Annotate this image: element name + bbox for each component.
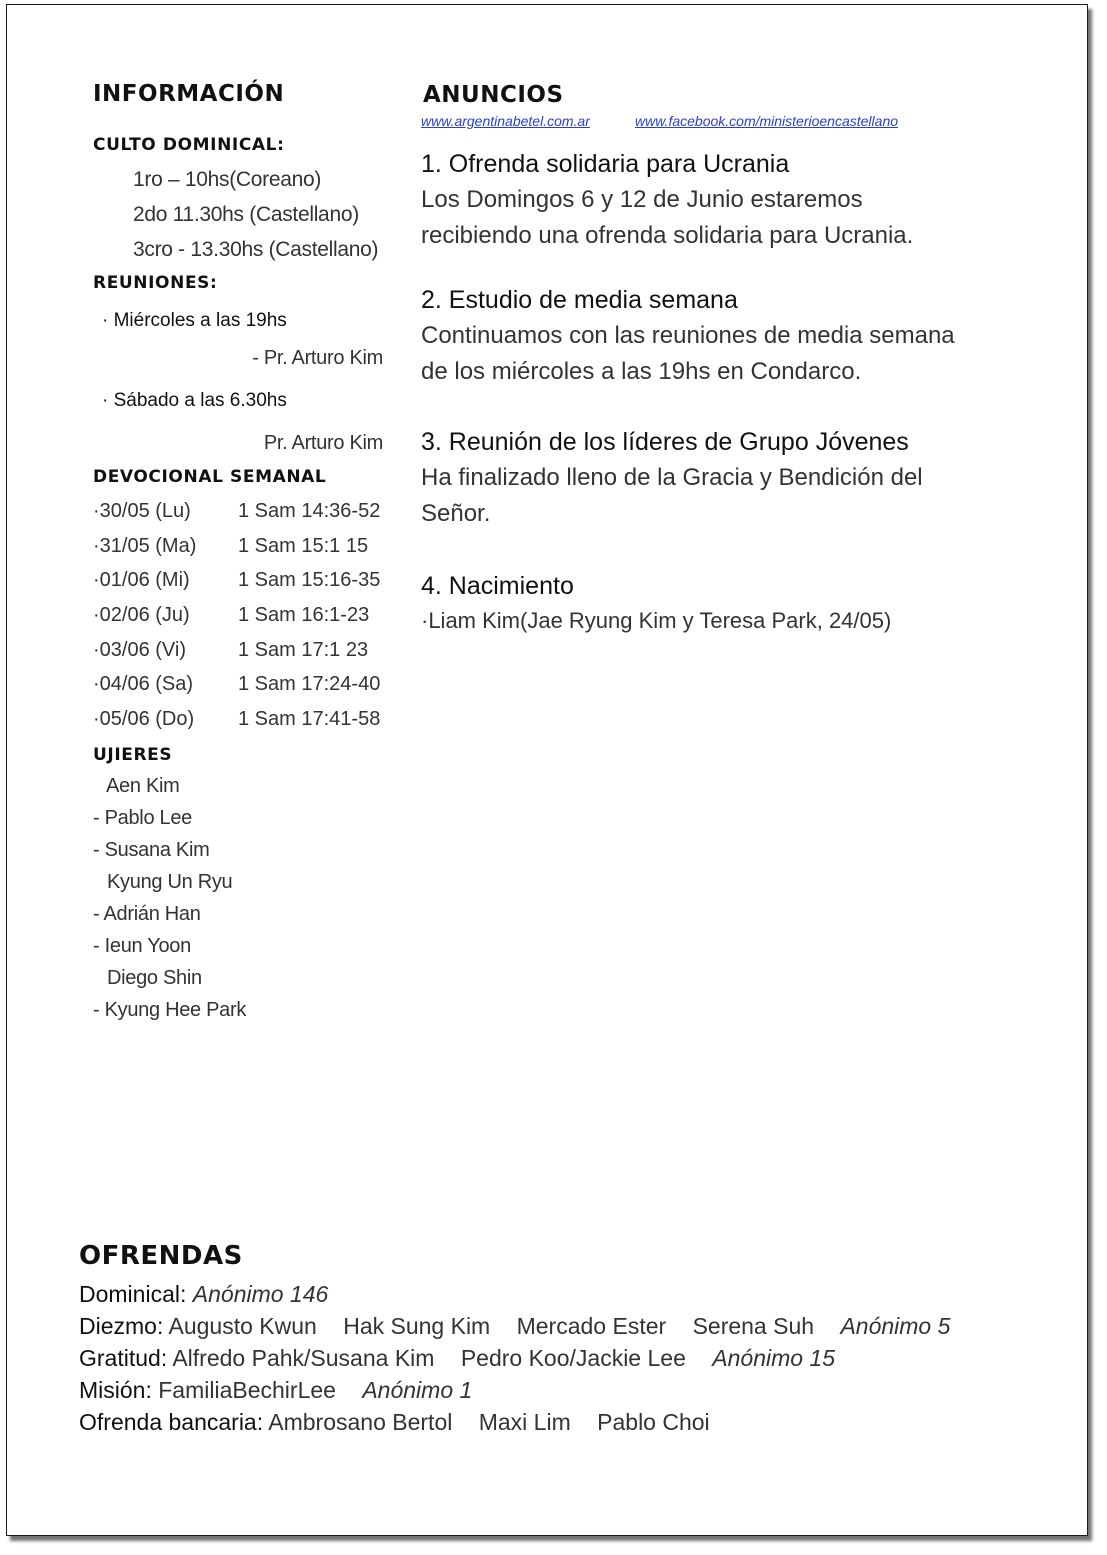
ujier-name: - Adrián Han	[93, 903, 201, 925]
devocional-ref: 1 Sam 16:1-23	[238, 604, 370, 627]
announcement-body	[421, 182, 913, 254]
devocional-list	[93, 500, 393, 743]
ofrenda-name: FamiliaBechirLee	[158, 1377, 336, 1403]
devocional-row	[93, 500, 393, 535]
devocional-date: ·30/05 (Lu)	[93, 500, 191, 522]
devocional-date: ·31/05 (Ma)	[93, 534, 197, 557]
ofrenda-name: Pablo Choi	[597, 1409, 710, 1435]
devocional-date: ·02/06 (Ju)	[93, 604, 190, 627]
ofrenda-name: Hak Sung Kim	[343, 1313, 491, 1339]
ofrenda-label: Diezmo:	[79, 1313, 164, 1339]
anuncios-title: ANUNCIOS	[423, 82, 564, 108]
announcement-title: 2. Estudio de media semana	[421, 286, 738, 314]
announcement-line: Continuamos con las reuniones de media semana	[421, 322, 955, 349]
reunion-item: · Sábado a las 6.30hs	[102, 390, 287, 411]
culto-line: 2do 11.30hs (Castellano)	[133, 203, 359, 226]
ujier-name: - Kyung Hee Park	[93, 999, 247, 1021]
ofrenda-mision	[79, 1377, 472, 1404]
announcement-line: ·Liam Kim(Jae Ryung Kim y Teresa Park, 24/05)	[421, 608, 892, 633]
announcement-line: Los Domingos 6 y 12 de Junio estaremos	[421, 186, 863, 213]
announcement-title: 4. Nacimiento	[421, 572, 574, 600]
ofrenda-name: Ambrosano Bertol	[268, 1409, 453, 1435]
devocional-row	[93, 535, 393, 570]
ofrenda-gratitud	[79, 1345, 835, 1372]
ujier-name: - Pablo Lee	[93, 807, 192, 829]
devocional-ref: 1 Sam 17:24-40	[238, 673, 381, 696]
reunion-pastor: Pr. Arturo Kim	[263, 432, 383, 454]
announcement-line: Ha finalizado lleno de la Gracia y Bendición del	[421, 464, 923, 491]
ofrenda-anon: Anónimo 146	[192, 1281, 329, 1307]
announcement-title: 1. Ofrenda solidaria para Ucrania	[421, 150, 790, 178]
devocional-row	[93, 708, 393, 743]
devocional-date: ·04/06 (Sa)	[93, 673, 194, 696]
devocional-ref: 1 Sam 15:16-35	[238, 569, 381, 592]
announcement-body	[421, 460, 923, 532]
ofrenda-name: Alfredo Pahk/Susana Kim	[172, 1345, 435, 1371]
ofrenda-anon: Anónimo 5	[840, 1313, 951, 1339]
ujieres-title: UJIERES	[93, 745, 173, 765]
reuniones-title: REUNIONES:	[93, 273, 218, 293]
ujier-name: Kyung Un Ryu	[107, 871, 233, 893]
facebook-link[interactable]: www.facebook.com/ministerioencastellano	[635, 113, 899, 129]
document-page	[6, 4, 1088, 1536]
devocional-row	[93, 604, 393, 639]
ofrenda-name: Augusto Kwun	[168, 1313, 317, 1339]
website-link[interactable]: www.argentinabetel.com.ar	[421, 113, 590, 129]
devocional-row	[93, 673, 393, 708]
ofrenda-name: Maxi Lim	[478, 1409, 571, 1435]
ofrenda-name: Serena Suh	[692, 1313, 815, 1339]
ofrenda-diezmo	[79, 1313, 950, 1340]
devocional-ref: 1 Sam 17:1 23	[238, 638, 369, 661]
culto-title: CULTO DOMINICAL:	[93, 135, 285, 155]
announcement-line: Señor.	[421, 500, 491, 527]
devocional-date: ·01/06 (Mi)	[93, 569, 190, 592]
announcement-line: recibiendo una ofrenda solidaria para Ucrania.	[421, 222, 914, 249]
devocional-ref: 1 Sam 17:41-58	[238, 708, 381, 731]
devocional-ref: 1 Sam 14:36-52	[238, 500, 381, 522]
devocional-row	[93, 569, 393, 604]
ofrendas-title: OFRENDAS	[79, 1241, 243, 1271]
ofrenda-label: Dominical:	[79, 1281, 187, 1307]
devocional-date: ·03/06 (Vi)	[93, 638, 187, 661]
ofrenda-bancaria	[79, 1409, 730, 1436]
announcement-body	[421, 318, 955, 390]
devocional-ref: 1 Sam 15:1 15	[238, 534, 369, 557]
ofrenda-name: Mercado Ester	[516, 1313, 667, 1339]
announcement-title: 3. Reunión de los líderes de Grupo Jóvenes	[421, 428, 909, 456]
ofrenda-label: Misión:	[79, 1377, 152, 1403]
ujier-name: - Susana Kim	[93, 839, 210, 861]
culto-line: 3cro - 13.30hs (Castellano)	[133, 238, 379, 261]
info-title: INFORMACIÓN	[93, 81, 285, 107]
ofrenda-anon: Anónimo 15	[712, 1345, 836, 1371]
devocional-date: ·05/06 (Do)	[93, 708, 195, 731]
ofrenda-label: Ofrenda bancaria:	[79, 1409, 264, 1435]
ujier-name: Diego Shin	[107, 967, 202, 989]
culto-line: 1ro – 10hs(Coreano)	[133, 168, 322, 191]
ofrenda-label: Gratitud:	[79, 1345, 168, 1371]
ofrenda-dominical	[79, 1281, 328, 1308]
devocional-row	[93, 639, 393, 674]
reunion-item: · Miércoles a las 19hs	[102, 310, 287, 331]
devocional-title: DEVOCIONAL SEMANAL	[93, 467, 327, 487]
reunion-pastor: - Pr. Arturo Kim	[252, 347, 383, 369]
ujier-name: - Ieun Yoon	[93, 935, 191, 957]
announcement-line: de los miércoles a las 19hs en Condarco.	[421, 358, 862, 385]
ofrenda-anon: Anónimo 1	[362, 1377, 473, 1403]
ujier-name: Aen Kim	[106, 775, 180, 797]
ofrenda-name: Pedro Koo/Jackie Lee	[460, 1345, 686, 1371]
announcement-body	[421, 603, 891, 639]
